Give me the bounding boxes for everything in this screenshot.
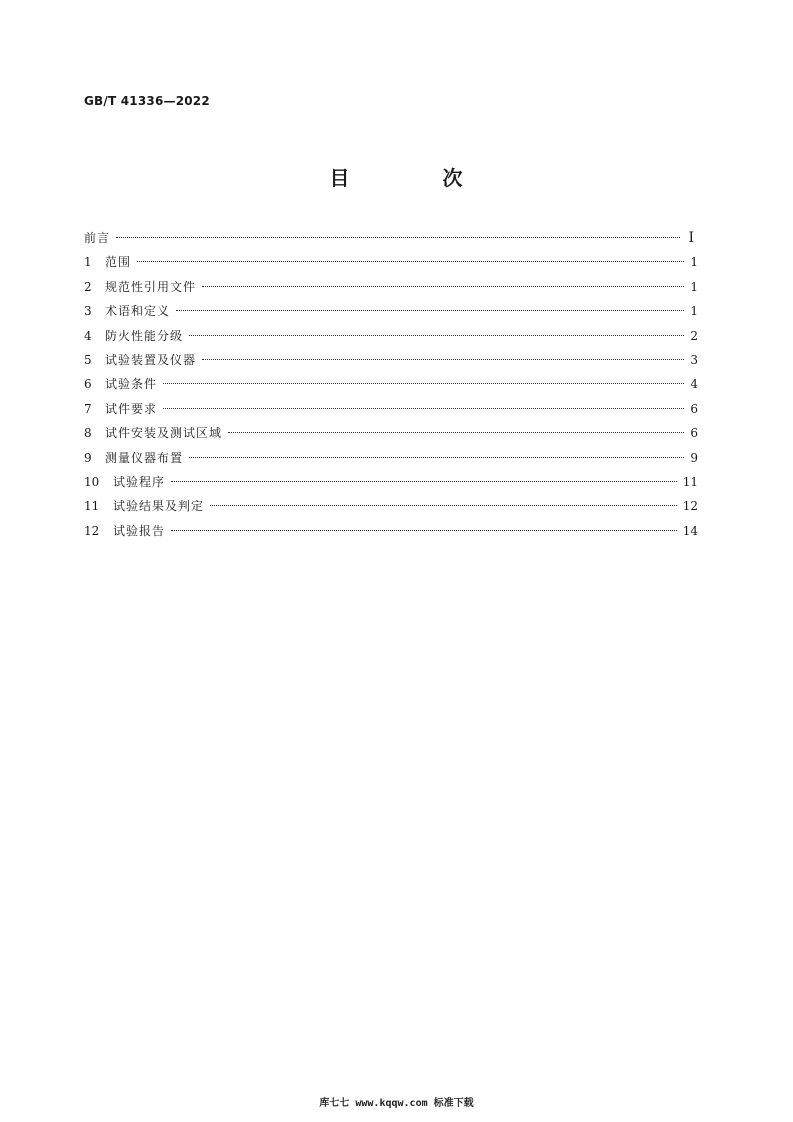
toc-leader-dots xyxy=(189,335,684,336)
toc-entry-number: 3 xyxy=(84,304,92,319)
toc-entry-number: 11 xyxy=(84,499,100,514)
toc-leader-dots xyxy=(171,481,677,482)
toc-entry-page: 1 xyxy=(690,255,698,270)
toc-entry-page: 4 xyxy=(690,377,698,392)
toc-entry[interactable] xyxy=(84,448,698,472)
toc-entry[interactable] xyxy=(84,496,698,520)
toc-entry-text: 防火性能分级 xyxy=(105,328,184,343)
toc-entry-number: 7 xyxy=(84,401,92,416)
toc-leader-dots xyxy=(210,505,677,506)
toc-entry-page: 6 xyxy=(690,426,698,441)
toc-entry-page: 9 xyxy=(690,450,698,465)
toc-entry[interactable] xyxy=(84,326,698,350)
toc-entry-number: 5 xyxy=(84,352,92,367)
toc-entry-page: 1 xyxy=(690,279,698,294)
toc-entry-number: 12 xyxy=(84,523,100,538)
toc-entry[interactable] xyxy=(84,423,698,447)
toc-entry-text: 前言 xyxy=(84,231,111,245)
toc-entry-text: 试验条件 xyxy=(105,377,158,392)
toc-leader-dots xyxy=(137,261,684,262)
toc-entry[interactable] xyxy=(84,399,698,423)
toc-entry[interactable] xyxy=(84,301,698,325)
toc-entry-text: 试件安装及测试区域 xyxy=(105,426,223,441)
toc-entry-text: 试验程序 xyxy=(113,474,166,489)
toc-leader-dots xyxy=(171,530,677,531)
toc-entry[interactable] xyxy=(84,374,698,398)
toc-leader-dots xyxy=(176,310,684,311)
toc-leader-dots xyxy=(116,237,680,238)
toc-entry-page: 1 xyxy=(690,304,698,319)
toc-entry-text: 术语和定义 xyxy=(105,304,171,319)
toc-leader-dots xyxy=(163,408,684,409)
toc-leader-dots xyxy=(163,383,684,384)
toc-entry-page: 6 xyxy=(690,401,698,416)
toc-entry-number: 4 xyxy=(84,328,92,343)
toc-leader-dots xyxy=(202,359,684,360)
toc-title-left: 目 xyxy=(329,166,351,190)
toc-entry-page: 2 xyxy=(690,328,698,343)
toc-entry-page: 11 xyxy=(682,474,698,489)
toc-entry-text: 试验报告 xyxy=(113,523,166,538)
toc-leader-dots xyxy=(189,457,684,458)
toc-entry-text: 规范性引用文件 xyxy=(105,279,197,294)
toc-entry[interactable] xyxy=(84,277,698,301)
toc-entry[interactable] xyxy=(84,252,698,276)
toc-entry-number: 6 xyxy=(84,377,92,392)
toc-leader-dots xyxy=(228,432,684,433)
toc-entry-text: 试验装置及仪器 xyxy=(105,352,197,367)
toc-entry-page: 12 xyxy=(682,499,698,514)
toc-entry[interactable] xyxy=(84,521,698,545)
footer-watermark: 库七七 www.kqqw.com 标准下载 xyxy=(319,1098,474,1109)
toc-entry-text: 试验结果及判定 xyxy=(113,499,205,514)
toc-entry-page: 14 xyxy=(682,523,698,538)
toc-entry-preface[interactable] xyxy=(84,228,698,252)
table-of-contents xyxy=(84,228,698,545)
toc-title-right: 次 xyxy=(442,166,464,190)
toc-entry-number: 10 xyxy=(84,474,100,489)
toc-entry-page: 3 xyxy=(690,352,698,367)
toc-entry-number: 8 xyxy=(84,426,92,441)
toc-entry-number: 1 xyxy=(84,255,92,270)
standard-code: GB/T 41336—2022 xyxy=(84,94,210,108)
toc-entry[interactable] xyxy=(84,350,698,374)
toc-entry-text: 测量仪器布置 xyxy=(105,450,184,465)
toc-title xyxy=(0,162,793,191)
toc-entry-number: 9 xyxy=(84,450,92,465)
toc-entry-number: 2 xyxy=(84,279,92,294)
toc-leader-dots xyxy=(202,286,684,287)
toc-entry-text: 试件要求 xyxy=(105,401,158,416)
toc-entry-text: 范围 xyxy=(105,255,132,270)
toc-entry[interactable] xyxy=(84,472,698,496)
toc-entry-page: Ⅰ xyxy=(688,230,694,246)
